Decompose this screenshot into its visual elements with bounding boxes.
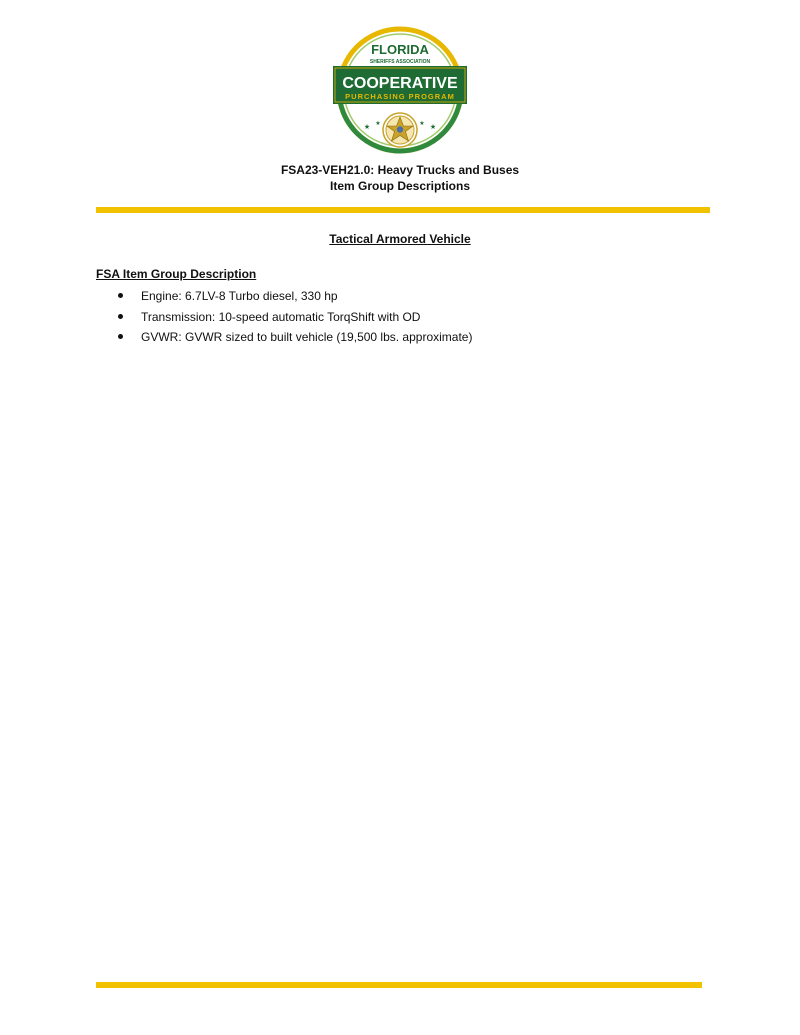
bullet-icon bbox=[118, 334, 123, 339]
logo-star-left: ★ bbox=[363, 124, 371, 131]
list-item-text: Transmission: 10-speed automatic TorqShift with OD bbox=[141, 309, 421, 324]
logo-sheriffs-text: SHERIFFS ASSOCIATION bbox=[369, 59, 431, 65]
document-subtitle: Item Group Descriptions bbox=[329, 179, 471, 193]
document-title: FSA23-VEH21.0: Heavy Trucks and Buses bbox=[280, 163, 520, 177]
top-divider bbox=[96, 207, 710, 213]
section-heading: Tactical Armored Vehicle bbox=[329, 232, 471, 246]
fsa-cpp-logo bbox=[331, 26, 469, 156]
list-item-text: GVWR: GVWR sized to built vehicle (19,500 lbs. approximate) bbox=[141, 330, 473, 344]
logo-purchasing-text: PURCHASING PROGRAM bbox=[345, 92, 455, 101]
list-item-text: Engine: 6.7LV-8 Turbo diesel, 330 hp bbox=[141, 289, 338, 303]
logo-star-right-2: ★ bbox=[419, 121, 425, 127]
logo-badge-seal bbox=[397, 126, 403, 132]
description-heading: FSA Item Group Description bbox=[96, 267, 257, 281]
bullet-icon bbox=[118, 314, 123, 319]
logo-graphic bbox=[331, 26, 469, 156]
logo-star-left-2: ★ bbox=[375, 121, 381, 127]
list-item-gvwr bbox=[96, 327, 472, 348]
list-item-transmission bbox=[96, 307, 472, 328]
logo-star-right: ★ bbox=[429, 124, 437, 131]
logo-cooperative-text: COOPERATIVE bbox=[342, 75, 458, 92]
bullet-icon bbox=[118, 293, 123, 298]
bottom-divider bbox=[96, 982, 702, 988]
logo-florida-text: FLORIDA bbox=[371, 42, 429, 57]
item-list bbox=[96, 286, 472, 348]
list-item-engine bbox=[96, 286, 472, 307]
